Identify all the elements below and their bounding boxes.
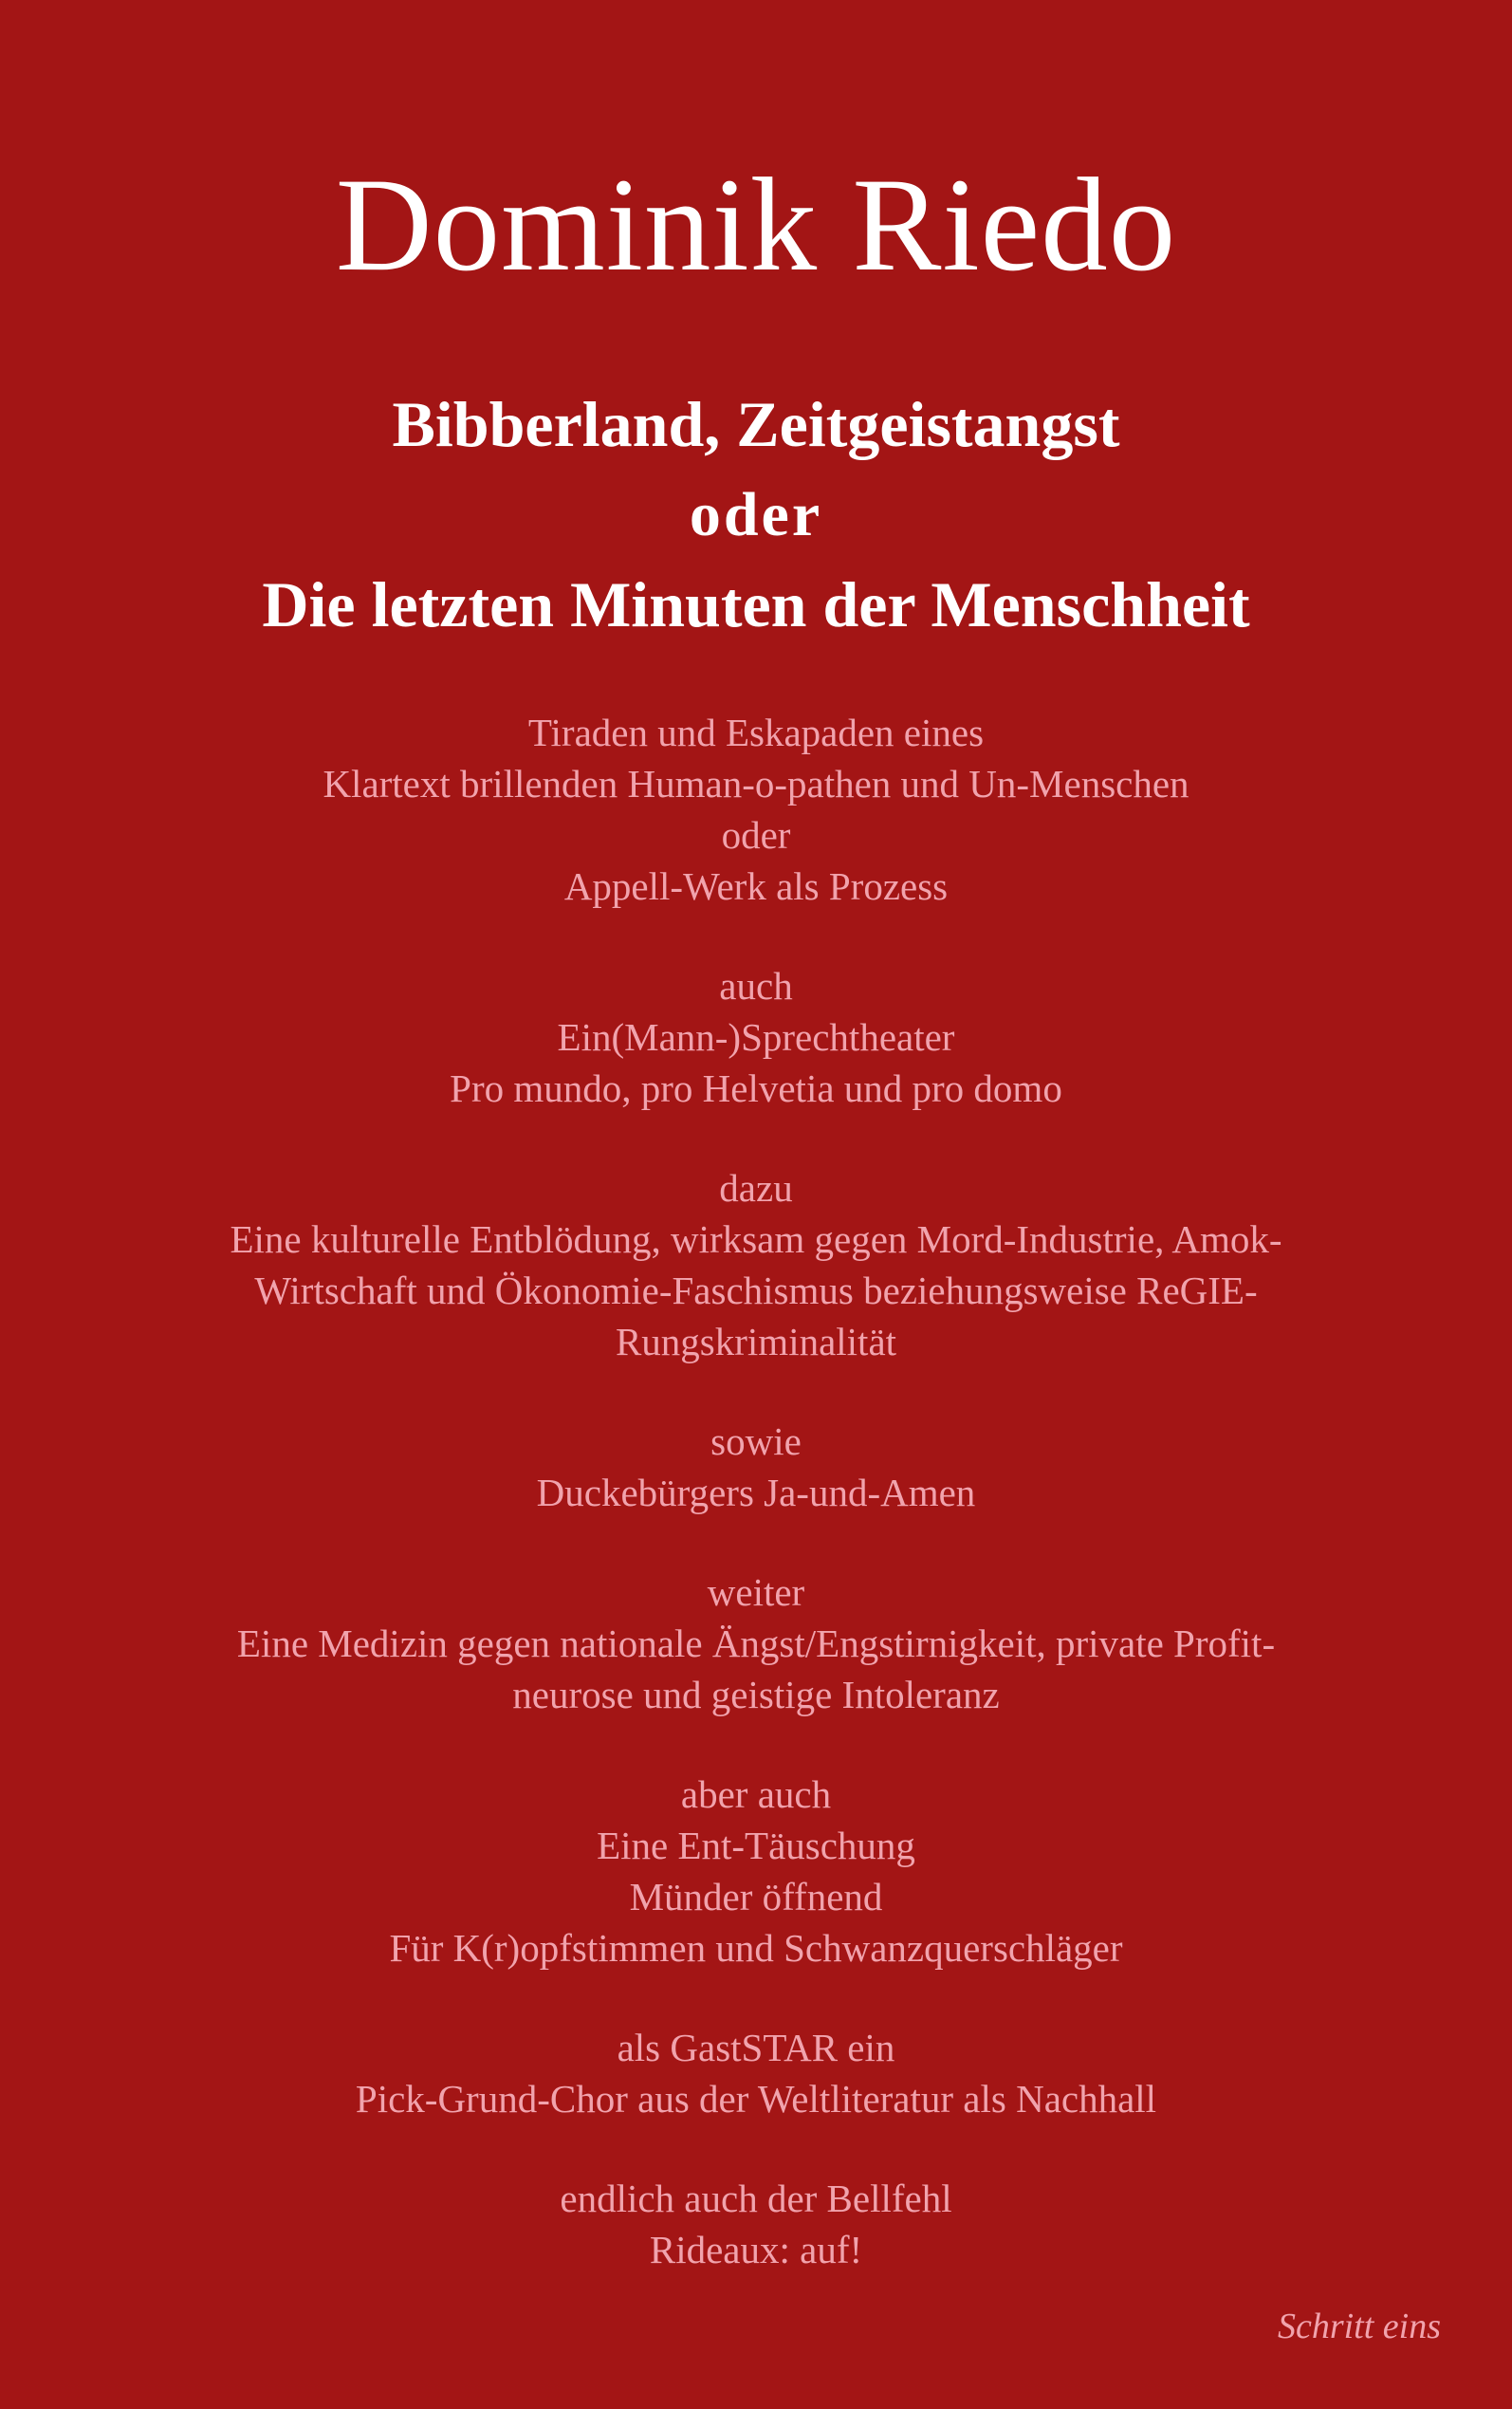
stanza-line: weiter	[707, 1570, 805, 1614]
stanza-line: Wirtschaft und Ökonomie-Faschismus beziehungsweise ReGIE-	[254, 1269, 1258, 1312]
stanza-line: Pick-Grund-Chor aus der Weltliteratur als Nachhall	[355, 2077, 1157, 2121]
stanza-line: Münder öffnend	[629, 1875, 883, 1918]
stanza-line: Duckebürgers Ja-und-Amen	[536, 1471, 976, 1514]
title-line: oder	[689, 480, 823, 549]
stanza	[57, 1416, 1455, 1518]
subtitle-text-block	[57, 707, 1455, 2324]
stanza-line: Klartext brillenden Human-o-pathen und Un-Menschen	[323, 762, 1189, 806]
stanza-line: aber auch	[680, 1772, 832, 1816]
stanza-line: Eine Medizin gegen nationale Ängst/Engstirnigkeit, private Profit-	[236, 1621, 1276, 1665]
stanza-line: Für K(r)opfstimmen und Schwanzquerschläger	[389, 1926, 1123, 1970]
stanza-line: Tiraden und Eskapaden eines	[527, 711, 985, 754]
stanza-line: neurose und geistige Intoleranz	[512, 1673, 1000, 1716]
title-line: Die letzten Minuten der Menschheit	[262, 568, 1250, 640]
stanza-line: Rungskriminalität	[615, 1320, 897, 1363]
stanza-line: endlich auch der Bellfehl	[560, 2177, 952, 2220]
stanza-line: Appell-Werk als Prozess	[563, 864, 949, 908]
stanza	[57, 707, 1455, 912]
stanza	[57, 960, 1455, 1114]
author-name: Dominik Riedo	[335, 151, 1177, 299]
stanza-line: Eine kulturelle Entblödung, wirksam gegen Mord-Industrie, Amok-	[230, 1217, 1282, 1261]
stanza-line: Pro mundo, pro Helvetia und pro domo	[450, 1066, 1062, 1110]
stanza-line: dazu	[719, 1166, 793, 1210]
stanza-line: Rideaux: auf!	[649, 2228, 863, 2271]
stanza	[57, 1162, 1455, 1367]
stanza-line: Ein(Mann-)Sprechtheater	[557, 1015, 955, 1059]
stanza-line: oder	[721, 813, 791, 857]
title-line: Bibberland, Zeitgeistangst	[392, 388, 1120, 460]
stanza	[57, 1769, 1455, 1974]
stanza	[57, 1566, 1455, 1720]
stanza-line: als GastSTAR ein	[617, 2026, 895, 2069]
book-title	[0, 380, 1512, 650]
stanza	[57, 2173, 1455, 2275]
stanza-line: sowie	[710, 1419, 802, 1463]
series-label: Schritt eins	[1277, 2307, 1441, 2346]
stanza	[57, 2022, 1455, 2124]
stanza-line: auch	[719, 964, 793, 1008]
stanza-line: Eine Ent-Täuschung	[597, 1824, 915, 1867]
